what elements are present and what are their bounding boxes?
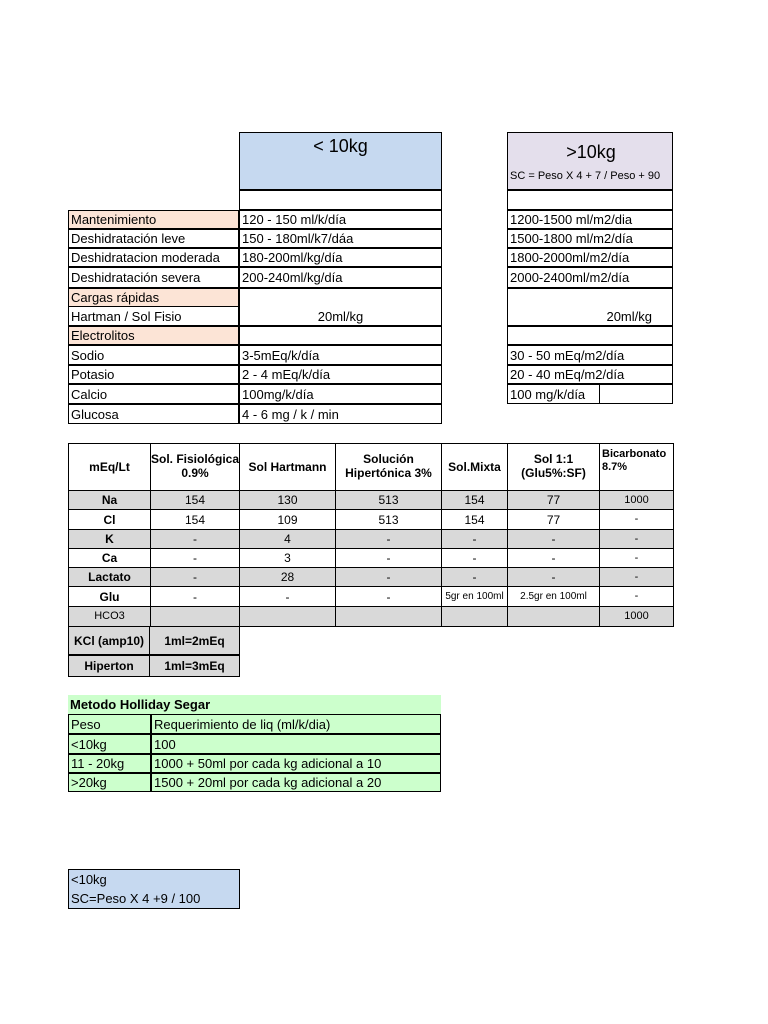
hartman-under-text: 20ml/kg (317, 309, 364, 324)
solutions-cell-r5-c2: - (239, 586, 336, 607)
sc-note-line1: <10kg (71, 872, 107, 887)
holliday-col-req: Requerimiento de liq (ml/k/dia) (151, 714, 441, 734)
solutions-cell-r2-c6: - (599, 529, 674, 549)
sc-note-box (68, 869, 240, 909)
under10-blank (239, 190, 442, 210)
solutions-cell-r0-c0: Na (68, 490, 151, 510)
cargas-label: Cargas rápidas (68, 288, 239, 307)
solutions-cell-r4-c4: - (441, 567, 508, 587)
solutions-cell-r6-c0: HCO3 (68, 606, 151, 627)
solutions-cell-r0-c6: 1000 (599, 490, 674, 510)
hartman-label: Hartman / Sol Fisio (68, 307, 239, 326)
solutions-cell-r1-c6: - (599, 509, 674, 530)
solutions-cell-r2-c3: - (335, 529, 442, 549)
holliday-peso-2: 11 - 20kg (68, 754, 151, 773)
holliday-peso-3: >20kg (68, 773, 151, 792)
kcl-value: 1ml=2mEq (150, 626, 240, 655)
under10-header (239, 132, 442, 190)
solutions-cell-r4-c2: 28 (239, 567, 336, 587)
hartman-over-text: 20ml/kg (606, 309, 652, 324)
electrolitos-over-blank (507, 326, 673, 345)
electrolitos-label: Electrolitos (68, 326, 239, 345)
calcio-over: 100 mg/k/día (507, 384, 600, 404)
solutions-cell-r6-c4 (441, 606, 508, 627)
solutions-cell-r4-c6: - (599, 567, 674, 587)
solutions-cell-r3-c0: Ca (68, 548, 151, 568)
solutions-cell-r5-c3: - (335, 586, 442, 607)
hartman-over (507, 288, 673, 326)
row-over-severa: 2000-2400ml/m2/día (507, 267, 673, 288)
solutions-cell-r4-c1: - (150, 567, 240, 587)
holliday-req-3: 1500 + 20ml por cada kg adicional a 20 (151, 773, 441, 792)
solutions-cell-r5-c0: Glu (68, 586, 151, 607)
solutions-cell-r4-c3: - (335, 567, 442, 587)
solutions-cell-r3-c2: 3 (239, 548, 336, 568)
potasio-under: 2 - 4 mEq/k/día (239, 365, 442, 384)
solutions-cell-r5-c5: 2.5gr en 100ml (507, 586, 600, 607)
solutions-cell-r2-c1: - (150, 529, 240, 549)
solutions-header-2: Sol Hartmann (239, 443, 336, 491)
calcio-over-extra (599, 384, 673, 404)
solutions-cell-r6-c6: 1000 (599, 606, 674, 627)
holliday-title: Metodo Holliday Segar (68, 695, 441, 714)
sodio-over: 30 - 50 mEq/m2/día (507, 345, 673, 365)
solutions-cell-r6-c1 (150, 606, 240, 627)
glucosa-label: Glucosa (68, 404, 239, 424)
over10-formula: SC = Peso X 4 + 7 / Peso + 90 (510, 169, 661, 182)
solutions-header-3: Solución Hipertónica 3% (335, 443, 442, 491)
solutions-header-5: Sol 1:1 (Glu5%:SF) (507, 443, 600, 491)
hiperton-value: 1ml=3mEq (150, 655, 240, 677)
solutions-cell-r0-c1: 154 (150, 490, 240, 510)
row-over-moderada: 1800-2000ml/m2/día (507, 248, 673, 267)
row-under-leve: 150 - 180ml/k7/dáa (239, 229, 442, 248)
solutions-header-4: Sol.Mixta (441, 443, 508, 491)
solutions-cell-r1-c3: 513 (335, 509, 442, 530)
row-under-moderada: 180-200ml/kg/día (239, 248, 442, 267)
solutions-cell-r0-c2: 130 (239, 490, 336, 510)
row-under-mantenimiento: 120 - 150 ml/k/día (239, 210, 442, 229)
solutions-cell-r6-c2 (239, 606, 336, 627)
solutions-cell-r2-c5: - (507, 529, 600, 549)
solutions-cell-r3-c4: - (441, 548, 508, 568)
glucosa-under: 4 - 6 mg / k / min (239, 404, 442, 424)
solutions-cell-r3-c3: - (335, 548, 442, 568)
solutions-cell-r1-c1: 154 (150, 509, 240, 530)
solutions-header-6: Bicarbonato 8.7% (599, 443, 674, 491)
solutions-cell-r3-c1: - (150, 548, 240, 568)
calcio-under: 100mg/k/día (239, 384, 442, 404)
solutions-cell-r0-c4: 154 (441, 490, 508, 510)
solutions-cell-r1-c4: 154 (441, 509, 508, 530)
hartman-under (239, 288, 442, 326)
solutions-cell-r6-c5 (507, 606, 600, 627)
solutions-header-1: Sol. Fisiológica 0.9% (150, 443, 240, 491)
solutions-cell-r1-c5: 77 (507, 509, 600, 530)
over10-blank (507, 190, 673, 210)
solutions-cell-r0-c5: 77 (507, 490, 600, 510)
row-over-mantenimiento: 1200-1500 ml/m2/dia (507, 210, 673, 229)
solutions-cell-r5-c4: 5gr en 100ml (441, 586, 508, 607)
sodio-label: Sodio (68, 345, 239, 365)
calcio-label: Calcio (68, 384, 239, 404)
potasio-over: 20 - 40 mEq/m2/día (507, 365, 673, 384)
solutions-cell-r4-c5: - (507, 567, 600, 587)
solutions-cell-r2-c4: - (441, 529, 508, 549)
solutions-cell-r6-c3 (335, 606, 442, 627)
solutions-header-0: mEq/Lt (68, 443, 151, 491)
row-label-mantenimiento: Mantenimiento (68, 210, 239, 229)
holliday-peso-1: <10kg (68, 734, 151, 754)
sodio-under: 3-5mEq/k/día (239, 345, 442, 365)
solutions-cell-r4-c0: Lactato (68, 567, 151, 587)
holliday-req-1: 100 (151, 734, 441, 754)
solutions-cell-r5-c6: - (599, 586, 674, 607)
over10-header-text: >10kg (566, 141, 616, 162)
solutions-cell-r1-c0: Cl (68, 509, 151, 530)
row-over-leve: 1500-1800 ml/m2/día (507, 229, 673, 248)
row-label-moderada: Deshidratacion moderada (68, 248, 239, 267)
row-under-severa: 200-240ml/kg/día (239, 267, 442, 288)
solutions-cell-r5-c1: - (150, 586, 240, 607)
row-label-leve: Deshidratación leve (68, 229, 239, 248)
row-label-severa: Deshidratación severa (68, 267, 239, 288)
potasio-label: Potasio (68, 365, 239, 384)
solutions-cell-r3-c5: - (507, 548, 600, 568)
under10-header-text: < 10kg (313, 136, 368, 156)
hiperton-label: Hiperton (68, 655, 150, 677)
over10-header (507, 132, 673, 190)
solutions-cell-r3-c6: - (599, 548, 674, 568)
sc-note-line2: SC=Peso X 4 +9 / 100 (71, 891, 201, 906)
electrolitos-under-blank (239, 326, 442, 345)
holliday-req-2: 1000 + 50ml por cada kg adicional a 10 (151, 754, 441, 773)
solutions-cell-r2-c2: 4 (239, 529, 336, 549)
solutions-cell-r2-c0: K (68, 529, 151, 549)
solutions-cell-r1-c2: 109 (239, 509, 336, 530)
kcl-label: KCl (amp10) (68, 626, 150, 655)
solutions-cell-r0-c3: 513 (335, 490, 442, 510)
holliday-col-peso: Peso (68, 714, 151, 734)
